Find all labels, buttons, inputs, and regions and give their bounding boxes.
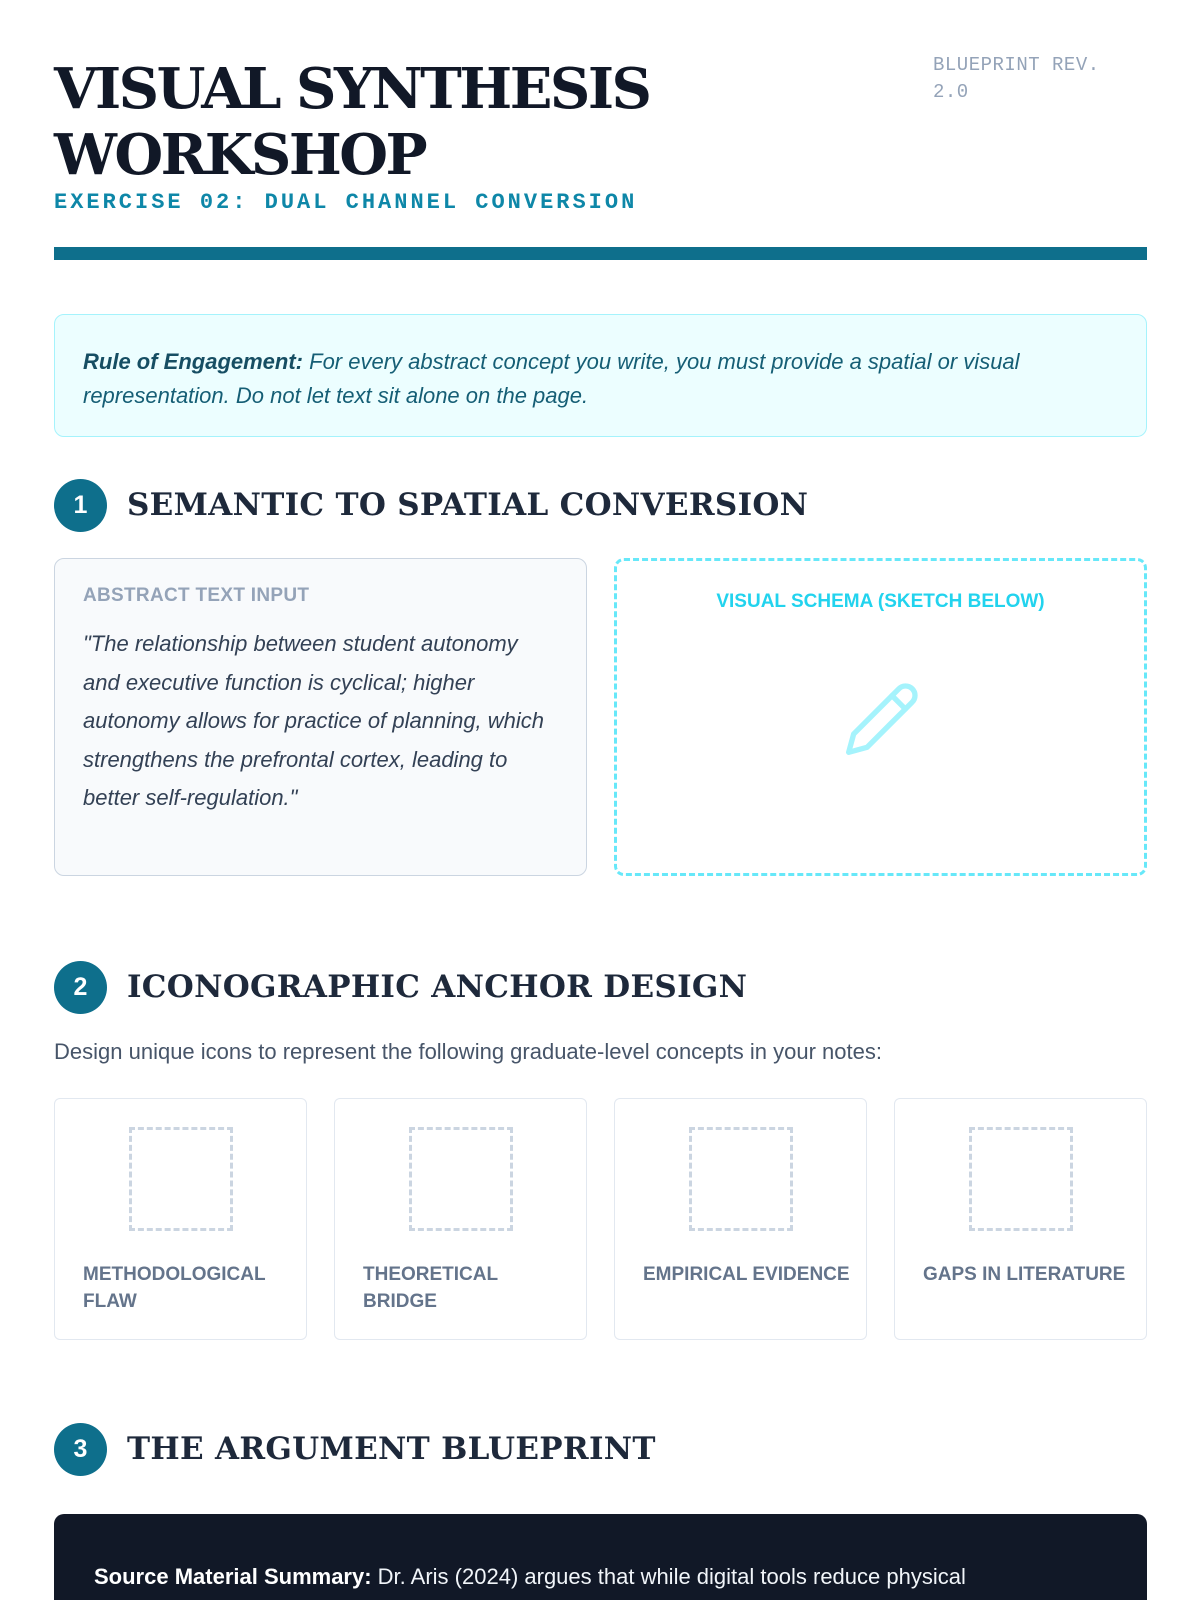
section-title: SEMANTIC TO SPATIAL CONVERSION: [127, 487, 809, 523]
summary-label: Source Material Summary:: [94, 1564, 372, 1589]
rule-of-engagement-callout: [54, 314, 1147, 437]
concept-card-empirical-evidence: [614, 1098, 867, 1340]
concept-card-gaps-in-literature: [894, 1098, 1147, 1340]
page-title: VISUAL SYNTHESIS WORKSHOP: [54, 56, 650, 188]
concept-label: THEORETICAL BRIDGE: [363, 1264, 498, 1312]
section-title: THE ARGUMENT BLUEPRINT: [127, 1431, 656, 1467]
concept-label: GAPS IN LITERATURE: [923, 1264, 1126, 1285]
section-number-badge: 3: [54, 1423, 107, 1476]
concept-card-theoretical-bridge: [334, 1098, 587, 1340]
icon-drawing-slot[interactable]: [129, 1127, 233, 1231]
summary-text: Dr. Aris (2024) argues that while digital tools reduce physical: [371, 1564, 966, 1589]
concept-label: EMPIRICAL EVIDENCE: [643, 1264, 850, 1285]
icon-drawing-slot[interactable]: [969, 1127, 1073, 1231]
exercise-subtitle: EXERCISE 02: DUAL CHANNEL CONVERSION: [54, 190, 638, 215]
section-2-description: Design unique icons to represent the following graduate-level concepts in your notes:: [54, 1039, 882, 1064]
pencil-icon: [842, 679, 922, 759]
concept-card-methodological-flaw: [54, 1098, 307, 1340]
abstract-quote: "The relationship between student autonomy and executive function is cyclical; higher autonomy allows for practice of planning, which strengthens the prefrontal cortex, leading to better self-regulation.": [83, 631, 545, 810]
page-header: [54, 0, 1147, 260]
section-1-heading: [54, 478, 808, 532]
visual-schema-label: VISUAL SCHEMA (SKETCH BELOW): [716, 591, 1045, 612]
worksheet-page: [54, 0, 1147, 1589]
icon-drawing-slot[interactable]: [689, 1127, 793, 1231]
header-divider: [54, 247, 1147, 260]
icon-drawing-slot[interactable]: [409, 1127, 513, 1231]
section-number-badge: 2: [54, 961, 107, 1014]
revision-label: BLUEPRINT REV. 2.0: [933, 54, 1100, 103]
source-material-summary-panel: [54, 1514, 1147, 1600]
abstract-text-label: ABSTRACT TEXT INPUT: [83, 585, 310, 606]
concept-label: METHODOLOGICAL FLAW: [83, 1264, 266, 1312]
abstract-text-panel: [54, 558, 587, 876]
engagement-label: Rule of Engagement:: [83, 349, 304, 374]
section-title: ICONOGRAPHIC ANCHOR DESIGN: [127, 969, 748, 1005]
visual-schema-sketch-area[interactable]: [614, 558, 1147, 876]
section-number-badge: 1: [54, 479, 107, 532]
engagement-text: For every abstract concept you write, you must provide a spatial or visual representation. Do not let text sit alone on the page.: [83, 349, 1020, 408]
section-3-heading: [54, 1422, 656, 1476]
section-2-heading: [54, 960, 747, 1014]
